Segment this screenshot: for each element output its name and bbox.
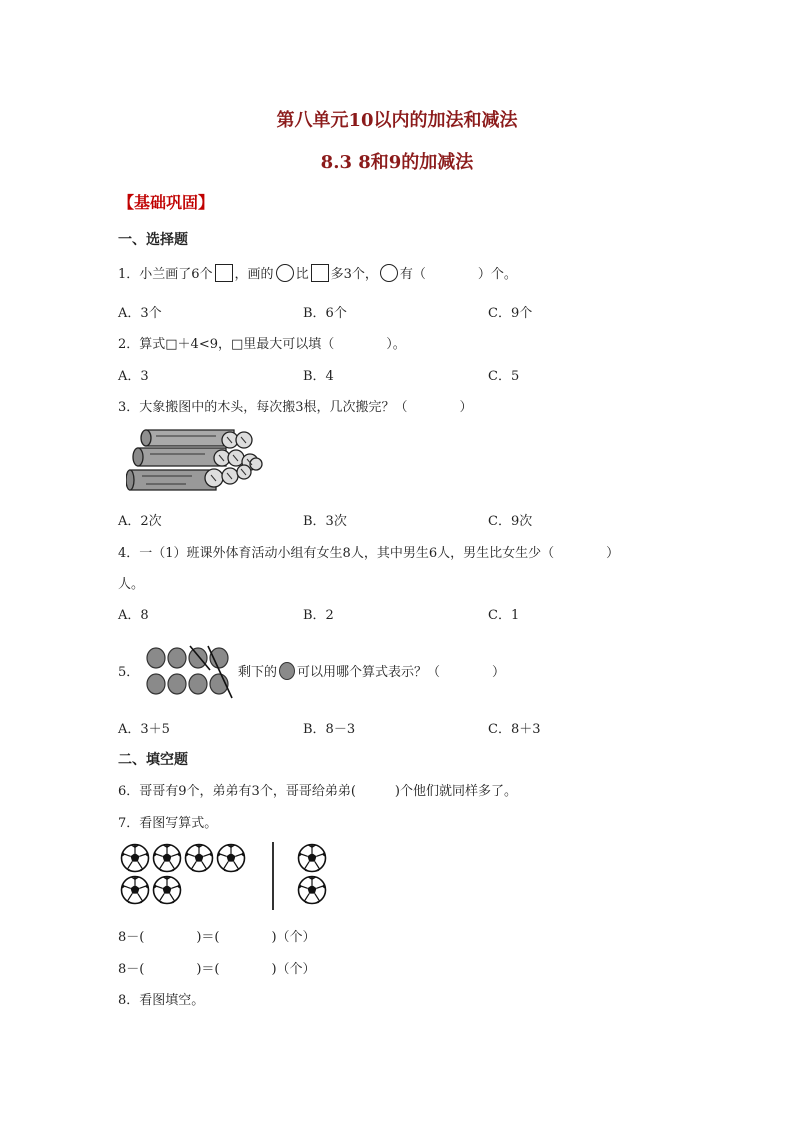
page-title: 第八单元10以内的加法和减法 [276, 110, 518, 131]
q5-option-b[interactable]: B．8－3 [303, 722, 356, 737]
q5-text [238, 661, 505, 680]
log-pile-image [126, 424, 266, 496]
gray-circle-icon [279, 662, 295, 680]
q7-equation-2: 8－( )＝( )（个） [118, 962, 316, 977]
circle-icon [276, 264, 294, 282]
q5-text-b: 可以用哪个算式表示？（ ） [297, 665, 506, 680]
soccer-ball-icon [152, 843, 182, 873]
q2-option-a[interactable]: A．3 [118, 369, 149, 384]
q1-text [118, 263, 517, 282]
q1-text-e: 有（ ）个。 [399, 267, 517, 282]
q3-option-b[interactable]: B．3次 [303, 514, 347, 529]
q7-equation-1: 8－( )＝( )（个） [118, 930, 316, 945]
lesson-subtitle: 8.3 8和9的加减法 [320, 152, 474, 173]
q5-text-a: 剩下的 [238, 665, 278, 680]
soccer-ball-icon [216, 843, 246, 873]
q8-text: 8．看图填空。 [118, 993, 205, 1008]
divider-line [272, 842, 274, 910]
q4-option-b[interactable]: B．2 [303, 608, 334, 623]
part1-heading: 一、选择题 [118, 232, 188, 248]
q1-option-c[interactable]: C．9个 [488, 306, 533, 321]
square-icon [215, 264, 233, 282]
q1-text-d: 多3个， [330, 267, 378, 282]
part2-heading: 二、填空题 [118, 752, 188, 768]
q4-text-line2: 人。 [118, 577, 145, 592]
q3-text: 3．大象搬图中的木头，每次搬3根，几次搬完？（ ） [118, 400, 473, 415]
q4-text-line1: 4．一（1）班课外体育活动小组有女生8人，其中男生6人，男生比女生少（ ） [118, 546, 620, 561]
soccer-ball-icon [184, 843, 214, 873]
soccer-ball-icon [120, 875, 150, 905]
q3-option-c[interactable]: C．9次 [488, 514, 533, 529]
q2-text: 2．算式□＋4<9，□里最大可以填（ ）。 [118, 337, 406, 352]
q1-text-c: 比 [295, 267, 309, 282]
q6-text: 6．哥哥有9个，弟弟有3个，哥哥给弟弟( )个他们就同样多了。 [118, 784, 517, 799]
crossed-circles-image [144, 644, 234, 700]
q7-text: 7．看图写算式。 [118, 816, 218, 831]
q1-option-b[interactable]: B．6个 [303, 306, 347, 321]
circle-icon [380, 264, 398, 282]
q5-number: 5． [118, 665, 140, 680]
q2-option-b[interactable]: B．4 [303, 369, 334, 384]
q1-option-a[interactable]: A．3个 [118, 306, 162, 321]
q4-option-c[interactable]: C．1 [488, 608, 520, 623]
section-label: 【基础巩固】 [118, 193, 215, 212]
soccer-ball-icon [297, 875, 327, 905]
soccer-ball-icon [152, 875, 182, 905]
q5-option-c[interactable]: C．8＋3 [488, 722, 541, 737]
q1-text-a: 1．小兰画了6个 [118, 267, 213, 282]
q1-text-b: ，画的 [234, 267, 274, 282]
q4-option-a[interactable]: A．8 [118, 608, 149, 623]
soccer-ball-icon [297, 843, 327, 873]
soccer-ball-icon [120, 843, 150, 873]
q2-option-c[interactable]: C．5 [488, 369, 520, 384]
q5-option-a[interactable]: A．3＋5 [118, 722, 170, 737]
q3-option-a[interactable]: A．2次 [118, 514, 162, 529]
square-icon [311, 264, 329, 282]
